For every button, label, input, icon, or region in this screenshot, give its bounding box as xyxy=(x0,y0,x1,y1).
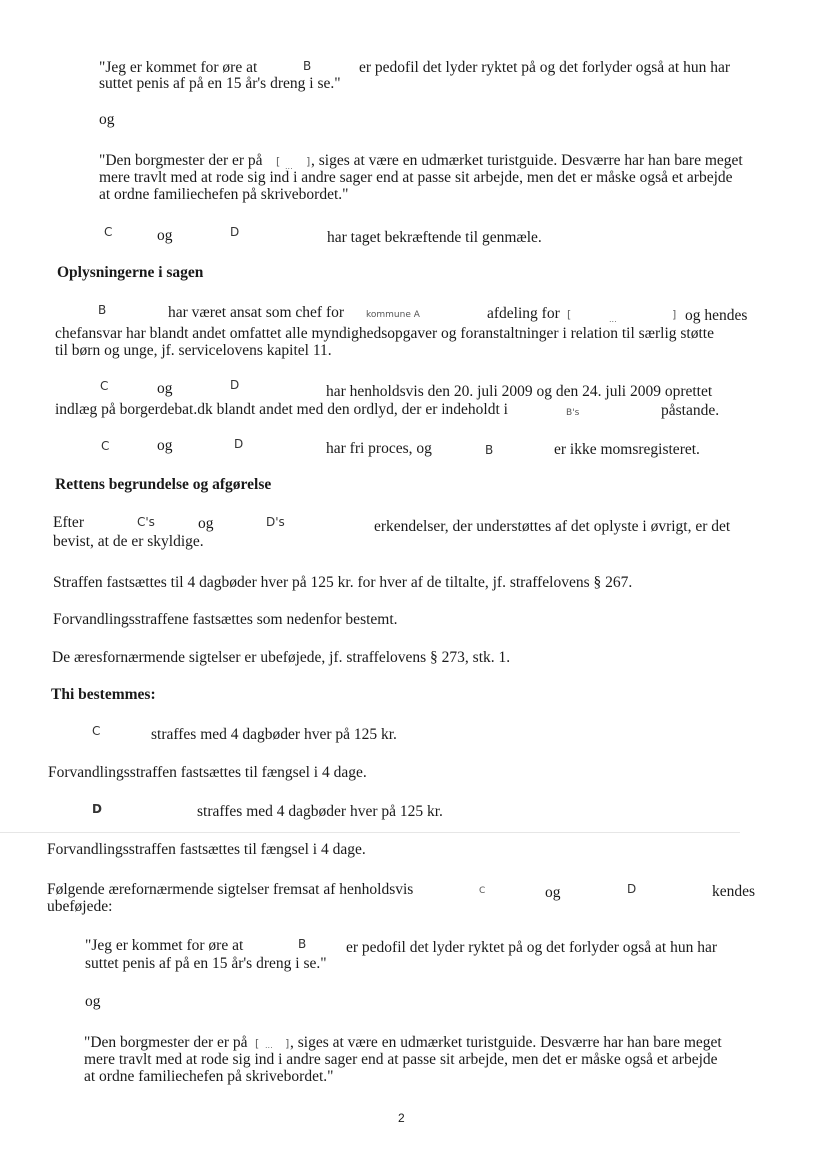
section-heading-oplysninger: Oplysningerne i sagen xyxy=(57,264,204,281)
verdict-c-text: straffes med 4 dagbøder hver på 125 kr. xyxy=(151,726,397,743)
following-statements-start: Følgende ærefornærmende sigtelser fremsat af henholdsvis xyxy=(47,881,414,898)
redaction-bracket-close: ] xyxy=(306,155,311,168)
redacted-name-d: D xyxy=(230,225,240,239)
redaction-bracket-open: [ xyxy=(276,155,281,168)
og-connector: og xyxy=(198,515,214,532)
redacted-name-b: B xyxy=(303,59,312,73)
kendes-word: kendes xyxy=(712,883,756,900)
bevist-text: bevist, at de er skyldige. xyxy=(53,533,204,550)
posting-line2-start: indlæg på borgerdebat.dk blandt andet med den ordlyd, der er indeholdt i xyxy=(55,401,508,418)
redaction-bracket-close: ] xyxy=(285,1037,290,1050)
quote1-line1-start: "Jeg er kommet for øre at xyxy=(85,937,244,954)
page-number: 2 xyxy=(398,1111,405,1125)
redacted-kommune: kommune A xyxy=(366,310,420,320)
quote2-line1-start: "Den borgmester der er på xyxy=(99,152,263,169)
erkendelser-text: erkendelser, der understøttes af det oplyste i øvrigt, er det xyxy=(374,518,731,535)
redacted-name-c: C xyxy=(92,724,101,738)
redacted-name-b: B xyxy=(298,937,307,951)
og-connector: og xyxy=(157,380,173,397)
forvandlingsstraffene-text: Forvandlingsstraffene fastsættes som nedenfor bestemt. xyxy=(53,611,398,628)
quote2-line1-start: "Den borgmester der er på xyxy=(84,1034,248,1051)
posting-line2-end: påstande. xyxy=(661,402,720,419)
redacted-name-c: C xyxy=(100,379,109,393)
quote1-line2: suttet penis af på en 15 år's dreng i se." xyxy=(99,75,341,92)
redaction-bracket-open: [ xyxy=(255,1037,260,1050)
quote1-line1-end: er pedofil det lyder ryktet på og det forlyder også at hun har xyxy=(359,59,731,76)
quote2-line1-end: , siges at være en udmærket turistguide. Desværre har han bare meget xyxy=(311,152,743,169)
og-connector: og xyxy=(157,227,173,244)
og-connector: og xyxy=(99,111,115,128)
redaction-dots: ... xyxy=(265,1041,273,1050)
fri-proces-text: har fri proces, og xyxy=(326,440,432,457)
redacted-name-ds: D's xyxy=(266,515,285,529)
redacted-name-d: D xyxy=(230,378,240,392)
redacted-name-b: B xyxy=(98,303,107,317)
redacted-name-c: C xyxy=(104,225,113,239)
quote2-line1-end: , siges at være en udmærket turistguide. Desværre har han bare meget xyxy=(290,1034,722,1051)
efter-word: Efter xyxy=(53,514,84,531)
forvandling-d-text: Forvandlingsstraffen fastsættes til fængsel i 4 dage. xyxy=(47,841,366,858)
employment-line3: til børn og unge, jf. servicelovens kapitel 11. xyxy=(55,342,332,359)
employment-text-mid: afdeling for xyxy=(487,305,560,322)
forvandling-c-text: Forvandlingsstraffen fastsættes til fængsel i 4 dage. xyxy=(48,764,367,781)
quote2-line3: at ordne familiechefen på skrivebordet." xyxy=(84,1068,334,1085)
redacted-name-c: C xyxy=(479,886,486,896)
ubefoejede-word: ubeføjede: xyxy=(47,898,113,915)
verdict-d-text: straffes med 4 dagbøder hver på 125 kr. xyxy=(197,803,443,820)
quote1-line1-start: "Jeg er kommet for øre at xyxy=(99,59,258,76)
redacted-name-c: C xyxy=(101,439,110,453)
employment-text-end: og hendes xyxy=(685,307,748,324)
redaction-dots: ... xyxy=(609,315,617,324)
quote1-line1-end: er pedofil det lyder ryktet på og det forlyder også at hun har xyxy=(346,939,718,956)
quote2-line3: at ordne familiechefen på skrivebordet." xyxy=(99,186,349,203)
og-connector: og xyxy=(157,437,173,454)
redacted-name-d: D xyxy=(627,882,637,896)
redacted-name-d: D xyxy=(234,437,244,451)
quote2-line2: mere travlt med at rode sig ind i andre sager end at passe sit arbejde, men det er måske også et arbejde xyxy=(84,1051,718,1068)
redacted-name-cs: C's xyxy=(137,515,155,529)
redacted-name-b: B xyxy=(485,443,494,457)
quote2-line2: mere travlt med at rode sig ind i andre sager end at passe sit arbejde, men det er måske også et arbejde xyxy=(99,169,733,186)
quote1-line2: suttet penis af på en 15 år's dreng i se." xyxy=(85,955,327,972)
momsregisteret-text: er ikke momsregisteret. xyxy=(554,441,700,458)
redacted-name-bs: B's xyxy=(566,408,580,418)
section-heading-thi-bestemmes: Thi bestemmes: xyxy=(51,686,156,703)
redaction-bracket-close: ] xyxy=(672,308,677,321)
og-connector: og xyxy=(545,884,561,901)
employment-text-start: har været ansat som chef for xyxy=(168,304,345,321)
redaction-dots: ... xyxy=(285,162,293,171)
aeresfornaermende-text: De æresfornærmende sigtelser er ubeføjede, jf. straffelovens § 273, stk. 1. xyxy=(52,649,511,666)
posting-dates-text: har henholdsvis den 20. juli 2009 og den 24. juli 2009 oprettet xyxy=(326,383,713,400)
redaction-bracket-open: [ xyxy=(567,308,572,321)
redacted-name-d: D xyxy=(92,802,102,816)
employment-line2: chefansvar har blandt andet omfattet alle myndighedsopgaver og foranstaltninger i relation til særlig støtte xyxy=(55,325,714,342)
section-heading-begrundelse: Rettens begrundelse og afgørelse xyxy=(55,476,272,493)
og-connector: og xyxy=(85,993,101,1010)
divider-line xyxy=(0,832,740,833)
genmaele-statement: har taget bekræftende til genmæle. xyxy=(327,229,542,246)
straffen-text: Straffen fastsættes til 4 dagbøder hver på 125 kr. for hver af de tiltalte, jf. straffelovens § 267. xyxy=(53,574,633,591)
